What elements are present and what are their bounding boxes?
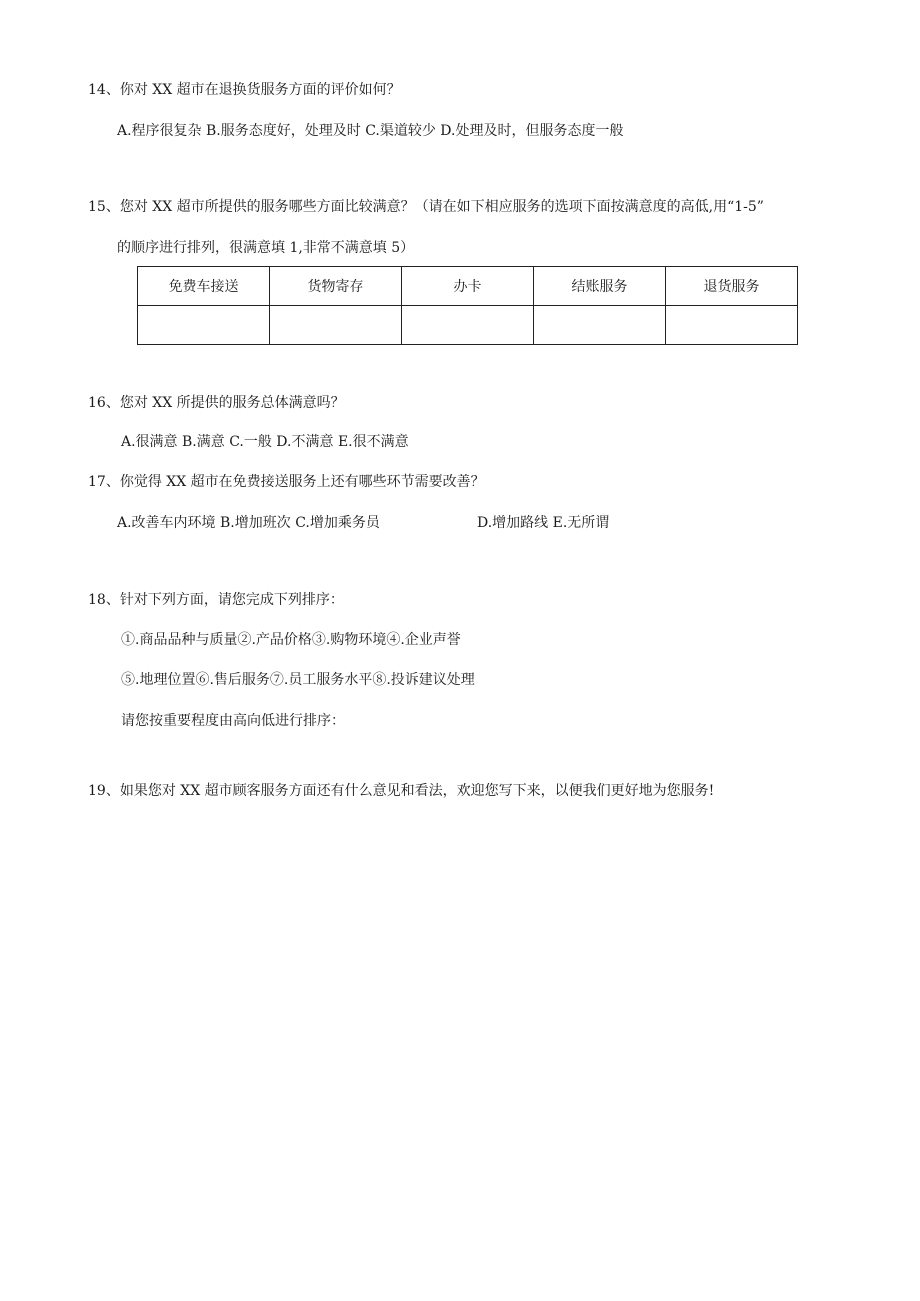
q18-items-line2: ⑤.地理位置⑥.售后服务⑦.员工服务水平⑧.投诉建议处理: [121, 672, 475, 688]
table-cell-input[interactable]: [270, 306, 402, 345]
table-cell-input[interactable]: [534, 306, 666, 345]
q16-options: A.很满意 B.满意 C.一般 D.不满意 E.很不满意: [121, 434, 409, 450]
q18-items-line1: ①.商品品种与质量②.产品价格③.购物环境④.企业声誉: [121, 632, 461, 648]
table-header-cell: 免费车接送: [138, 267, 270, 306]
q19-question: 19、如果您对 XX 超市顾客服务方面还有什么意见和看法，欢迎您写下来，以便我们更好地为您服务!: [88, 783, 715, 799]
q17-options-a: A.改善车内环境 B.增加班次 C.增加乘务员: [117, 515, 380, 531]
table-cell-input[interactable]: [402, 306, 534, 345]
q17-options-row: [0, 513, 920, 533]
table-cell-input[interactable]: [666, 306, 798, 345]
table-cell-input[interactable]: [138, 306, 270, 345]
q14-options: A.程序很复杂 B.服务态度好，处理及时 C.渠道较少 D.处理及时，但服务态度一般: [117, 123, 624, 139]
q17-options-b: D.增加路线 E.无所谓: [477, 515, 610, 531]
table-row: [138, 306, 798, 345]
table-header-cell: 货物寄存: [270, 267, 402, 306]
q15-question-line2: 的顺序进行排列，很满意填 1,非常不满意填 5）: [117, 240, 415, 256]
table-header-cell: 退货服务: [666, 267, 798, 306]
q18-instruction: 请您按重要程度由高向低进行排序：: [121, 713, 345, 729]
q14-question: 14、你对 XX 超市在退换货服务方面的评价如何？: [88, 82, 401, 98]
table-header-cell: 结账服务: [534, 267, 666, 306]
table-header-row: [138, 267, 798, 306]
q18-question: 18、针对下列方面，请您完成下列排序：: [88, 592, 344, 608]
q17-question: 17、你觉得 XX 超市在免费接送服务上还有哪些环节需要改善？: [88, 474, 485, 490]
table-header-cell: 办卡: [402, 267, 534, 306]
satisfaction-ranking-table: [137, 266, 798, 345]
q15-question-line1: 15、您对 XX 超市所提供的服务哪些方面比较满意？（请在如下相应服务的选项下面按满意度的高低,用“1-5”: [88, 199, 764, 215]
q16-question: 16、您对 XX 所提供的服务总体满意吗？: [88, 395, 345, 411]
